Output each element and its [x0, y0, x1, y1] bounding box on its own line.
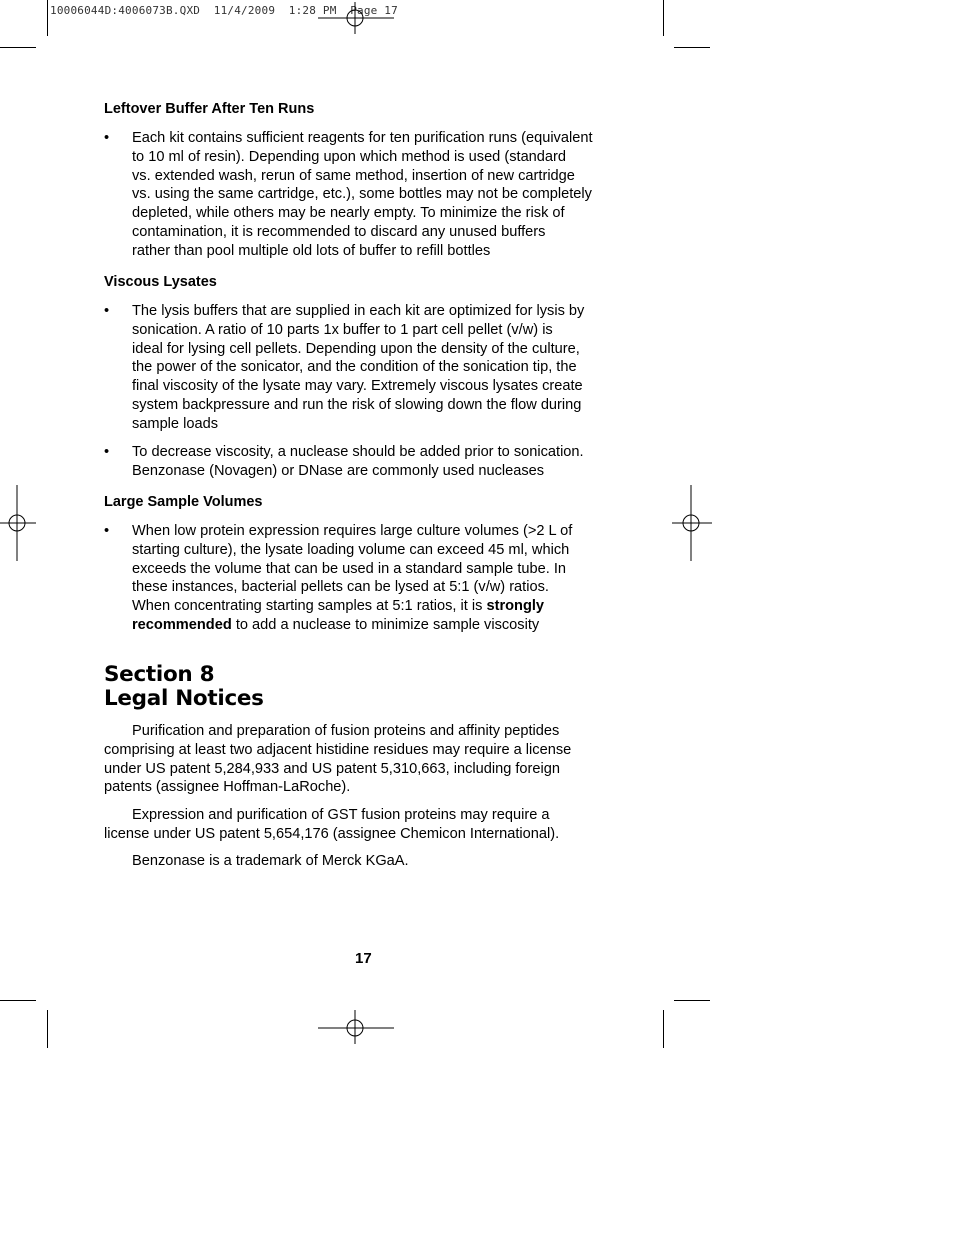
crop-mark-bottom-right-h — [674, 1000, 710, 1001]
text-line: comprising at least two adjacent histidine residues may require a license — [104, 741, 572, 758]
paragraph — [104, 852, 614, 871]
heading-viscous-lysates: Viscous Lysates — [104, 274, 217, 290]
text-line: sample loads — [132, 415, 218, 432]
text-line: license under US patent 5,654,176 (assignee Chemicon International). — [104, 825, 560, 842]
registration-mark-top-icon — [318, 2, 394, 34]
text-fragment: to add a nuclease to minimize sample viscosity — [231, 616, 540, 633]
crop-mark-bottom-right-v — [663, 1010, 664, 1048]
heading-large-sample-volumes: Large Sample Volumes — [104, 494, 263, 510]
crop-mark-top-right-v — [663, 0, 664, 36]
text-fragment: When concentrating starting samples at 5:1 ratios, it is — [132, 598, 487, 614]
crop-mark-bottom-left-v — [47, 1010, 48, 1048]
text-line: Benzonase (Novagen) or DNase are commonly used nucleases — [132, 462, 545, 479]
text-line: contamination, it is recommended to discard any unused buffers — [132, 223, 546, 240]
text-line: The lysis buffers that are supplied in each kit are optimized for lysis by — [132, 303, 585, 319]
text-line: starting culture), the lysate loading volume can exceed 45 ml, which — [132, 541, 570, 558]
section-name: Legal Notices — [104, 686, 264, 711]
text-line: vs. extended wash, rerun of same method, insertion of new cartridge — [132, 167, 575, 184]
page-number: 17 — [355, 950, 372, 967]
registration-mark-right-icon — [672, 485, 712, 561]
text-line: Purification and preparation of fusion proteins and affinity peptides — [132, 723, 560, 739]
text-line: Each kit contains sufficient reagents for ten purification runs (equivalent — [132, 130, 593, 146]
bullet-icon: • — [104, 523, 110, 539]
section-title — [104, 663, 264, 711]
text-line: Benzonase is a trademark of Merck KGaA. — [132, 853, 409, 869]
crop-mark-top-right-h — [674, 47, 710, 48]
bullet-icon: • — [104, 303, 110, 319]
bullet-icon: • — [104, 130, 110, 146]
text-line: depleted, while others may be nearly empty. To minimize the risk of — [132, 205, 565, 221]
text-line: rather than pool multiple old lots of buffer to refill bottles — [132, 242, 491, 259]
text-line: patents (assignee Hoffman-LaRoche). — [104, 779, 351, 796]
text-line: Expression and purification of GST fusion proteins may require a — [132, 807, 550, 823]
text-line: vs. using the same cartridge, etc.), some bottles may not be completely — [132, 186, 592, 203]
text-line: the power of the sonicator, and the condition of the sonication tip, the — [132, 359, 577, 376]
text-line: system backpressure and run the risk of slowing down the flow during — [132, 396, 582, 413]
text-line: To decrease viscosity, a nuclease should be added prior to sonication. — [132, 444, 584, 460]
paragraph — [104, 722, 614, 797]
registration-mark-bottom-icon — [318, 1010, 394, 1044]
emphasis-strongly: strongly — [486, 598, 545, 614]
text-line: sonication. A ratio of 10 parts 1x buffer to 1 part cell pellet (v/w) is — [132, 321, 553, 338]
text-line: exceeds the volume that can be used in a standard sample tube. In — [132, 560, 567, 577]
heading-leftover-buffer: Leftover Buffer After Ten Runs — [104, 101, 315, 117]
section-number: Section 8 — [104, 662, 215, 687]
text-line: to 10 ml of resin). Depending upon which method is used (standard — [132, 148, 567, 165]
text-line — [132, 597, 612, 616]
crop-mark-bottom-left-h — [0, 1000, 36, 1001]
text-line: final viscosity of the lysate may vary. Extremely viscous lysates create — [132, 378, 583, 394]
emphasis-recommended: recommended — [132, 616, 232, 633]
text-line: these instances, bacterial pellets can be lysed at 5:1 (v/w) ratios. — [132, 579, 549, 596]
paragraph — [104, 806, 614, 844]
file-slug: 10006044D:4006073B.QXD 11/4/2009 1:28 PM Page 17 — [50, 4, 398, 17]
bullet-icon: • — [104, 444, 110, 460]
registration-mark-left-icon — [0, 485, 36, 561]
text-line: ideal for lysing cell pellets. Depending upon the density of the culture, — [132, 340, 580, 357]
crop-mark-top-left-h — [0, 47, 36, 48]
text-line: under US patent 5,284,933 and US patent 5,310,663, including foreign — [104, 760, 560, 777]
text-line: When low protein expression requires large culture volumes (>2 L of — [132, 523, 573, 539]
text-line — [132, 616, 612, 635]
crop-mark-top-left-v — [47, 0, 48, 36]
